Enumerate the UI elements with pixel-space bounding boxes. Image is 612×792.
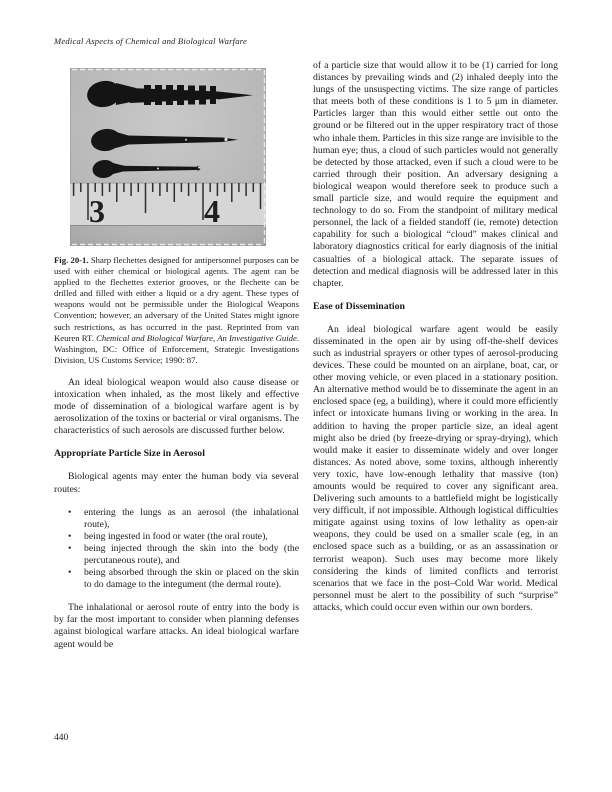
routes-list-item-dermal: • being absorbed through the skin or placed on the skin to do damage to the integument (the dermal route). — [54, 567, 299, 591]
ruler-label-4: 4 — [204, 193, 220, 229]
figure-20-1 — [54, 68, 299, 366]
section-heading-particle-size: Appropriate Particle Size in Aerosol — [54, 448, 205, 460]
routes-list-item-oral: • being ingested in food or water (the oral route), — [54, 531, 299, 543]
figure-caption-label: Fig. 20-1. — [54, 255, 89, 265]
routes-list-item-percutaneous: • being injected through the skin into the body (the percutaneous route), and — [54, 543, 299, 567]
routes-list — [54, 507, 299, 592]
figure-caption-text: Sharp flechettes designed for antipersonnel purposes can be used with either chemical or biological agents. The agent can be applied to the flechettes exterior grooves, or the flechette can be drilled and filled with either a liquid or a dry agent. These types of weapons would not be permissible under the Biological Weapons Convention; however, an adversary of the United States might ignore such restrictions, as has occurred in the past. Reprinted from van Keuren RT. — [54, 255, 299, 343]
figure-caption-source: Chemical and Biological Warfare, An Investigative Guide — [96, 332, 297, 343]
figure-caption-citation: . Washington, DC: Office of Enforcement, Strategic Investigations Division, US Customs Service; 1990: 87. — [54, 332, 300, 365]
right-paragraph-1: of a particle size that would allow it to be (1) carried for long distances by prevailing winds and (2) inhaled deeply into the lungs of the unsuspecting victims. The size range of particles that meets both of these conditions is 1 to 5 μm in diameter. Particles larger than this would either settle out onto the ground or be filtered out in the upper respiratory tract of those who inhale them. Particles in this size range are invisible to the human eye; thus, a cloud of such particles would not generally be detected by those attacked, even if such a cloud were to be carried through their position. An adversary designing a biological weapon would therefore seek to produce such a small particle size, and would require the equipment and technology to do so. From the standpoint of military medical personnel, the lack of a fielded standoff (ie, remote) detection capability for such a biological “cloud” makes clinical and laboratory diagnostics critical for early diagnosis of the initial casualties of a biological attack. The separate issues of detection and medical diagnosis will be addressed later in this chapter. — [313, 60, 558, 289]
flechette-bottom-glint — [198, 167, 200, 169]
flechette-middle-speck — [185, 139, 187, 141]
ruler — [70, 183, 266, 229]
page-number: 440 — [54, 733, 69, 743]
flechette-bottom-speck — [157, 168, 159, 170]
flechette-middle-glint — [224, 138, 227, 141]
left-column — [54, 60, 299, 651]
right-paragraph-2: An ideal biological warfare agent would be easily disseminated in the open air by using off-the-shelf devices such as industrial sprayers or other types of aerosol-producing devices. These could be mounted on an airplane, boat, car, or other moving vehicle, or even placed in a stationary position. An alternative method would be to disseminate the agent in an enclosed space (eg, a building), where it could more efficiently infect or intoxicate humans living or working in the area. In addition to having the proper particle size, an ideal agent might also be dried (by freeze-drying or spray-drying), which would make it easier to disseminate widely and over longer distances. As noted above, some toxins, although inherently very toxic, have low-enough lethality that massive (ton) amounts would be required to cover any significant area. Delivering such amounts to a battlefield might be logistically very difficult, if not impossible. Although logistical difficulties mitigate against using toxins of low lethality as open-air weapons, they could be used on a smaller scale (eg, in an enclosed space such as a building, or as an assassination or terrorist weapon). Such uses may become more likely considering the kinds of limited conflicts and terrorist scenarios that we face in the post–Cold War world. Medical personnel must be alert to the possibility of such “surprise” attacks, which could occur even within our own borders. — [313, 323, 558, 613]
left-paragraph-1: An ideal biological weapon would also cause disease or intoxication when inhaled, as the most likely and effective mode of dissemination of a biological warfare agent is by aerosolization of the toxins or bacterial or viral organisms. The characteristics of such aerosols are discussed further below. — [54, 376, 299, 437]
flechettes-photo — [70, 68, 266, 246]
section-heading-dissemination: Ease of Dissemination — [313, 300, 405, 312]
left-paragraph-2: Biological agents may enter the human body via several routes: — [54, 471, 299, 495]
right-column — [313, 60, 558, 614]
ruler-label-3: 3 — [89, 193, 105, 229]
running-header: Medical Aspects of Chemical and Biological Warfare — [54, 36, 247, 46]
figure-caption — [54, 255, 299, 366]
routes-list-item-inhalational: • entering the lungs as an aerosol (the inhalational route), — [54, 507, 299, 531]
left-paragraph-3: The inhalational or aerosol route of entry into the body is by far the most important to consider when planning defenses against biological warfare attacks. An ideal biological warfare agent would be — [54, 602, 299, 650]
